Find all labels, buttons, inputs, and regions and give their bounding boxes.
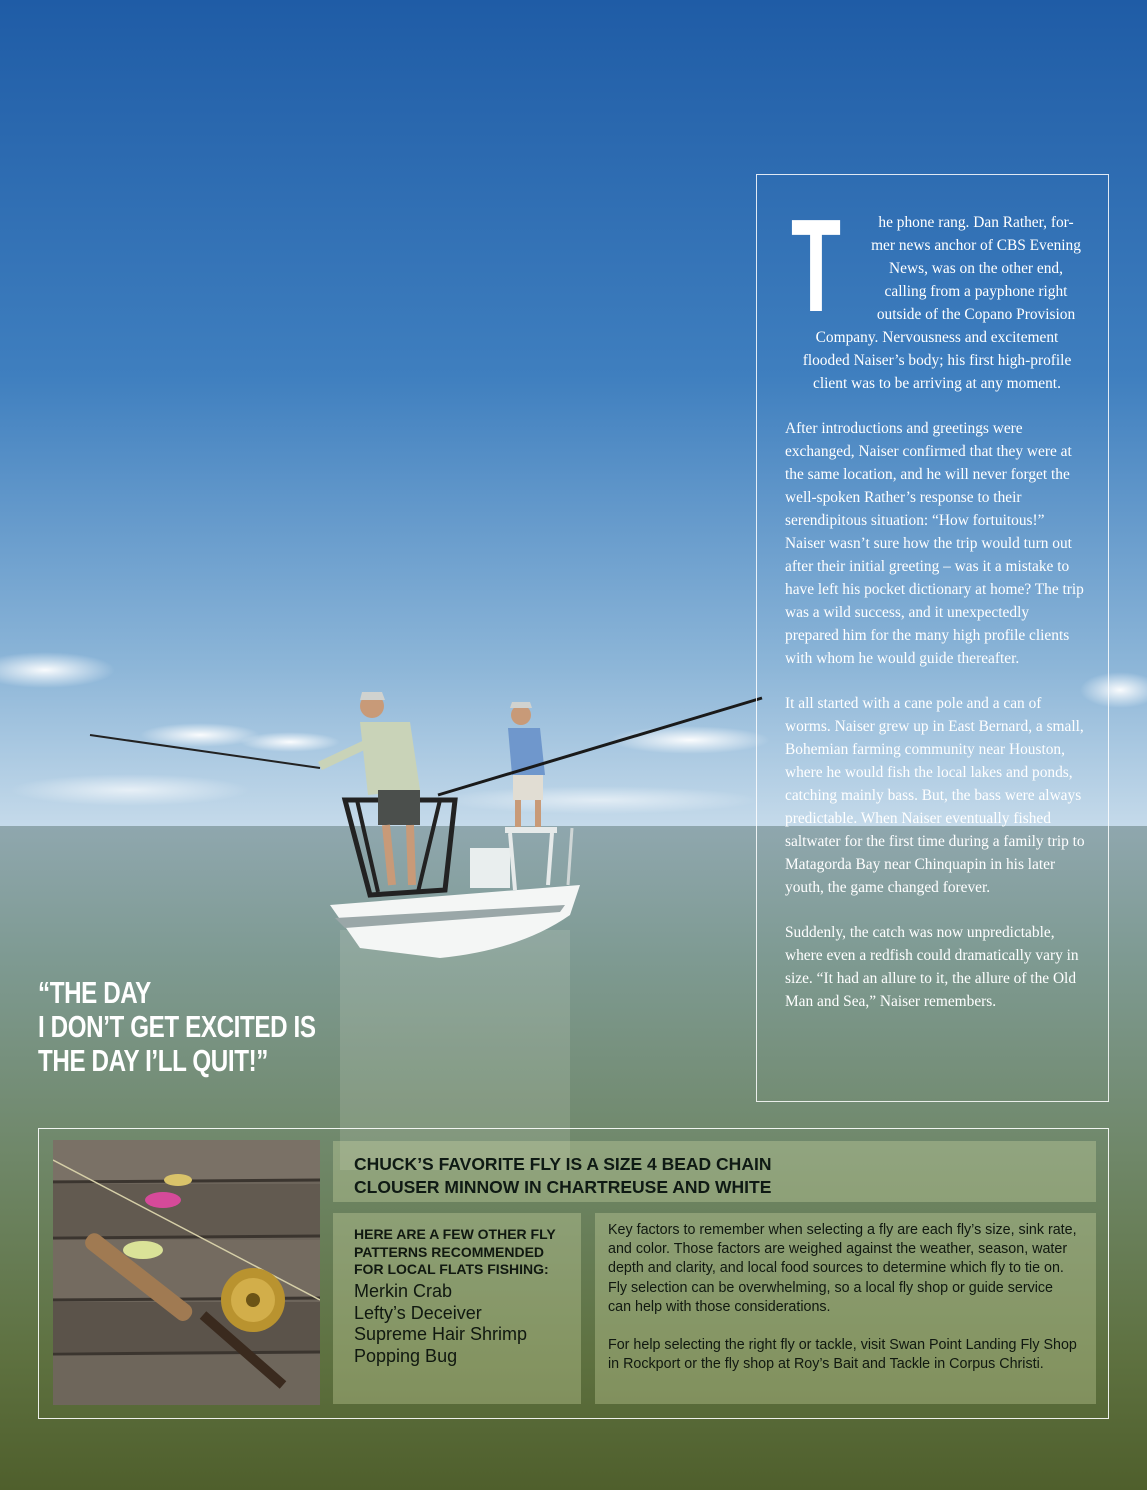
favorite-fly-headline xyxy=(354,1153,771,1199)
pull-quote-line: “THE DAY xyxy=(38,975,151,1010)
fly-rod-photo xyxy=(53,1140,320,1405)
list-item: Lefty’s Deceiver xyxy=(354,1302,482,1323)
lead-line: he phone rang. Dan Rather, for- xyxy=(878,214,1074,231)
headline-line: CHUCK’S FAVORITE FLY IS A SIZE 4 BEAD CHAIN xyxy=(354,1154,772,1174)
lead-paragraph xyxy=(777,192,1097,395)
lead-line: calling from a payphone right xyxy=(884,283,1068,300)
article-paragraph: Suddenly, the catch was now unpredictable, where even a redfish could dramatically vary in size. “It had an allure to it, the allure of the Old Man and Sea,” Naiser remembers. xyxy=(785,924,1079,1010)
drop-cap: T xyxy=(791,192,841,339)
lead-line: flooded Naiser’s body; his first high-profile xyxy=(802,352,1072,369)
article-body xyxy=(777,192,1097,1035)
lead-line: client was to be arriving at any moment. xyxy=(813,375,1061,392)
fly-sidebar xyxy=(38,1128,1109,1419)
fly-patterns-panel xyxy=(333,1213,581,1404)
article-paragraph: After introductions and greetings were exchanged, Naiser confirmed that they were at the same location, and he will never forget the well-spoken Rather’s response to their serendipitous situation: “How fortuitous!” Naiser wasn’t sure how the trip would turn out after their initial greeting – was it a mistake to have left his pocket dictionary at home? The trip was a wild success, and it unexpectedly prepared him for the many high profile clients with whom he would guide thereafter. xyxy=(785,420,1084,667)
list-item: Supreme Hair Shrimp xyxy=(354,1324,528,1344)
pull-quote-line: I DON’T GET EXCITED IS xyxy=(38,1009,316,1044)
list-item: Merkin Crab xyxy=(354,1281,453,1301)
lead-line: outside of the Copano Provision xyxy=(876,306,1076,323)
pull-quote-line: THE DAY I’LL QUIT!” xyxy=(38,1043,268,1078)
lead-line: mer news anchor of CBS Evening xyxy=(871,237,1081,254)
pull-quote xyxy=(38,976,316,1078)
favorite-fly-panel xyxy=(333,1141,1096,1202)
fly-selection-text xyxy=(608,1221,1078,1393)
lead-line: Company. Nervousness and excitement xyxy=(815,329,1059,346)
list-item: Popping Bug xyxy=(354,1345,458,1366)
lead-line: News, was on the other end, xyxy=(889,260,1063,277)
article-frame xyxy=(756,174,1109,1102)
sidebar-paragraph: For help selecting the right fly or tackle, visit Swan Point Landing Fly Shop in Rockport or the fly shop at Roy’s Bait and Tackle in Corpus Christi. xyxy=(608,1337,1077,1373)
article-paragraph: It all started with a cane pole and a can of worms. Naiser grew up in East Bernard, a small, Bohemian farming community near Houston, where he would fish the local lakes and ponds, catching mainly bass. But, the bass were always predictable. When Naiser eventually fished saltwater for the first time during a family trip to Matagorda Bay near Chinquapin in his later youth, the game changed forever. xyxy=(785,695,1085,896)
fly-patterns-list xyxy=(354,1281,527,1367)
fly-patterns-heading: HERE ARE A FEW OTHER FLY PATTERNS RECOMMENDED FOR LOCAL FLATS FISHING: xyxy=(354,1226,556,1277)
headline-line: CLOUSER MINNOW IN CHARTREUSE AND WHITE xyxy=(354,1177,772,1197)
fly-selection-panel xyxy=(595,1213,1096,1404)
sidebar-paragraph: Key factors to remember when selecting a fly are each fly’s size, sink rate, and color. Those factors are weighed against the weather, season, water depth and clarity, and local food sources to determine which fly to tie on. Fly selection can be overwhelming, so a local fly shop or guide service can help with those considerations. xyxy=(608,1222,1077,1315)
